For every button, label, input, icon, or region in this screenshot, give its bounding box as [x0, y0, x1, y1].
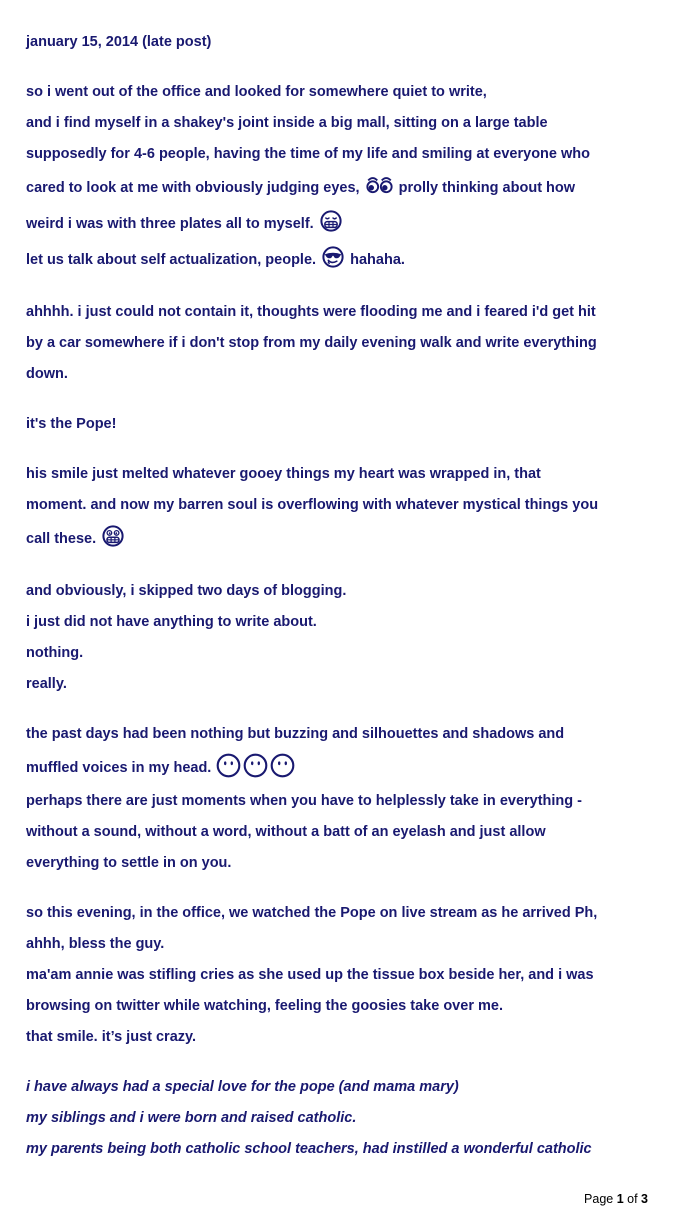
blog-line: browsing on twitter while watching, feeling the goosies take over me.	[26, 998, 503, 1014]
blog-line: perhaps there are just moments when you have to helplessly take in everything -	[26, 793, 582, 809]
blog-line: ahhh, bless the guy.	[26, 936, 165, 952]
blog-text: prolly thinking about how	[398, 180, 576, 196]
footer-page-number: 1	[616, 1192, 624, 1206]
no-mouth-face-icon	[216, 753, 241, 778]
date-line: january 15, 2014 (late post)	[26, 34, 212, 50]
blog-line	[26, 521, 656, 557]
blog-text: hahaha.	[350, 252, 405, 268]
paragraph-thoughts	[26, 297, 656, 390]
blog-line: really.	[26, 676, 67, 692]
blog-line: that smile. it’s just crazy.	[26, 1029, 197, 1045]
blog-line: and i find myself in a shakey's joint inside a big mall, sitting on a large table	[26, 115, 548, 131]
blog-line: i have always had a special love for the pope (and mama mary)	[26, 1079, 459, 1095]
blog-line: his smile just melted whatever gooey things my heart was wrapped in, that	[26, 466, 541, 482]
no-mouth-face-icon	[243, 753, 268, 778]
blog-line: my siblings and i were born and raised catholic.	[26, 1110, 357, 1126]
paragraph-shakeys	[26, 77, 656, 278]
blog-line: moment. and now my barren soul is overflowing with whatever mystical things you	[26, 497, 599, 513]
blog-line: nothing.	[26, 645, 84, 661]
footer-of-label: of	[623, 1192, 642, 1206]
blog-line: i just did not have anything to write about.	[26, 614, 317, 630]
sunglasses-face-icon	[322, 246, 344, 268]
blog-line	[26, 170, 656, 206]
no-mouth-face-icon	[270, 753, 295, 778]
blog-line: by a car somewhere if i don't stop from my daily evening walk and write everything	[26, 335, 597, 351]
blog-line: everything to settle in on you.	[26, 855, 232, 871]
blog-line: it's the Pope!	[26, 416, 117, 432]
paragraph-skipped	[26, 576, 656, 700]
blog-text: weird i was with three plates all to myself.	[26, 216, 314, 232]
blog-line: without a sound, without a word, without a batt of an eyelash and just allow	[26, 824, 546, 840]
paragraph-pastdays	[26, 719, 656, 879]
paragraph-pope	[26, 409, 656, 440]
blog-line: so this evening, in the office, we watched the Pope on live stream as he arrived Ph,	[26, 905, 598, 921]
blog-text: call these.	[26, 531, 97, 547]
blog-line	[26, 750, 656, 786]
blog-line: and obviously, i skipped two days of blogging.	[26, 583, 347, 599]
blog-line: ahhhh. i just could not contain it, thoughts were flooding me and i feared i'd get hit	[26, 304, 596, 320]
blog-line: the past days had been nothing but buzzing and silhouettes and shadows and	[26, 726, 565, 742]
blog-line: supposedly for 4-6 people, having the time of my life and smiling at everyone who	[26, 146, 590, 162]
footer-page-label: Page	[584, 1192, 617, 1206]
paragraph-catholic	[26, 1072, 656, 1165]
blog-text: let us talk about self actualization, people.	[26, 252, 317, 268]
blog-text: muffled voices in my head.	[26, 760, 212, 776]
date-paragraph	[26, 27, 656, 58]
blog-line: my parents being both catholic school teachers, had instilled a wonderful catholic	[26, 1141, 592, 1157]
eyes-icon	[366, 175, 393, 194]
page-footer	[584, 1192, 648, 1206]
grinning-teeth-face-icon	[320, 210, 342, 232]
paragraph-smile	[26, 459, 656, 557]
blog-line	[26, 242, 656, 278]
blog-line: so i went out of the office and looked for somewhere quiet to write,	[26, 84, 487, 100]
blog-text: cared to look at me with obviously judging eyes,	[26, 180, 360, 196]
blog-line: ma'am annie was stifling cries as she used up the tissue box beside her, and i was	[26, 967, 594, 983]
paragraph-livestream	[26, 898, 656, 1053]
wide-eyed-grin-face-icon	[102, 525, 124, 547]
blog-line: down.	[26, 366, 68, 382]
blog-line	[26, 206, 656, 242]
footer-total-pages: 3	[641, 1192, 648, 1206]
